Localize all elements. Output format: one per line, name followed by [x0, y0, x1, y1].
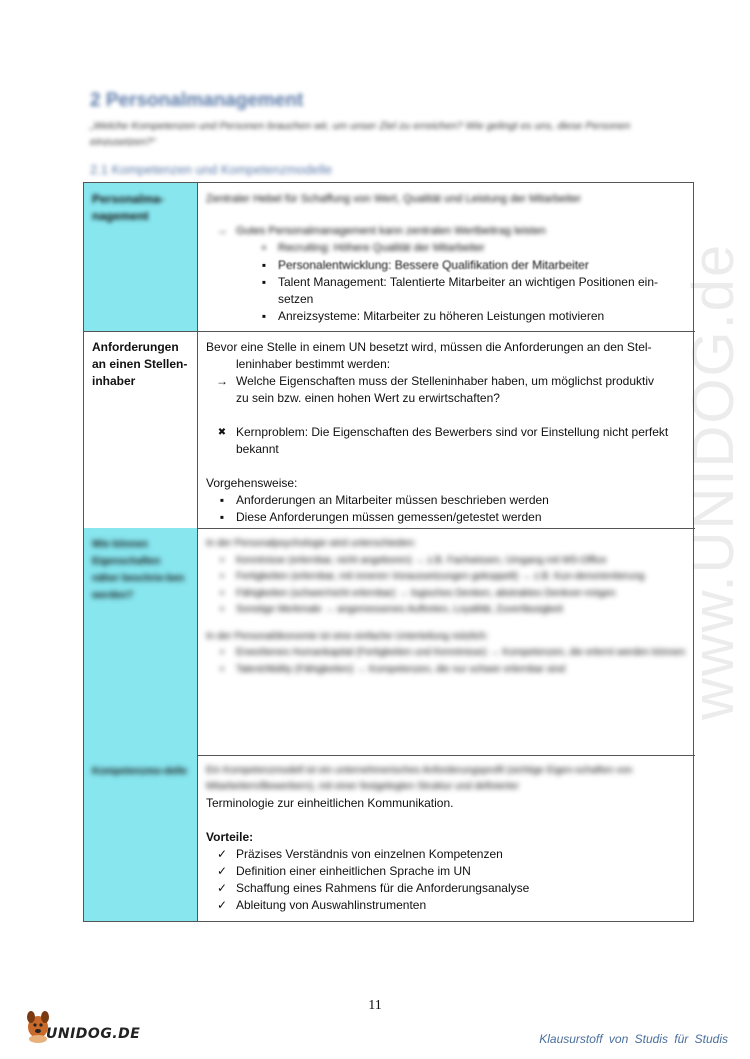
list-item: ✓ Definition einer einheitlichen Sprache im UN	[206, 863, 687, 880]
list-item: ✓ Präzises Verständnis von einzelnen Kompetenzen	[206, 846, 687, 863]
chapter-quote: „Welche Kompetenzen und Personen brauchen wir, um unser Ziel zu erreichen? Wie gelingt es uns, diese Personen einzusetzen?“	[90, 120, 631, 148]
table-row-eigenschaften	[84, 528, 695, 756]
arrow-item: → Welche Eigenschaften muss der Stelleninhaber haben, um möglichst produktiv	[206, 373, 687, 390]
definition-line: Terminologie zur einheitlichen Kommunikation.	[206, 796, 454, 810]
logo-text: UNIDOG.DE	[46, 1026, 141, 1042]
row-label-kompetenzmodelle	[84, 755, 198, 921]
list-item: ▪ Diese Anforderungen müssen gemessen/getestet werden	[206, 509, 687, 526]
list-item: ▪ Talent Management: Talentierte Mitarbeiter an wichtigen Positionen ein-	[261, 275, 658, 289]
table-row-anforderungen	[84, 331, 695, 529]
intro-text: In der Personalpsychologie wird unterschieden:	[206, 538, 417, 549]
row-label-text: Wie können Eigenschaften näher beschrie-ben werden?	[92, 539, 185, 601]
bullet-icon: ▪	[219, 510, 225, 524]
footer-slogan: Klausurstoff von Studis für Studis	[539, 1032, 728, 1046]
intro-text: Zentraler Hebel für Schaffung von Wert, Qualität und Leistung der Mitarbeiter	[206, 193, 582, 205]
list-item: ▪ Recruiting: Höhere Qualität der Mitarbeiter	[262, 242, 485, 254]
row-label-anforderungen	[84, 331, 198, 528]
list-item: ▪ Sonstige Merkmale → angemessenes Auftreten, Loyalität, Zuverlässigkeit	[220, 604, 563, 615]
content-table	[83, 182, 694, 922]
table-row-personalmanagement	[84, 183, 695, 332]
paragraph-line: leninhaber bestimmt werden:	[236, 357, 391, 371]
arrow-icon: →	[216, 374, 228, 388]
row-label-line: Anforderungen	[92, 340, 179, 354]
check-icon: ✓	[216, 847, 228, 861]
list-item: ▪ Fähigkeiten (schwer/nicht erlernbar) → logisches Denken, abstraktes Denkver-mögen	[220, 587, 616, 599]
arrow-item-continuation: zu sein bzw. einen hohen Wert zu erwirtschaften?	[236, 391, 500, 405]
row-label-personalmanagement	[84, 183, 198, 331]
section-title: 2.1 Kompetenzen und Kompetenzmodelle	[90, 162, 333, 177]
list-item: ▪ Personalentwicklung: Bessere Qualifikation der Mitarbeiter	[261, 258, 589, 272]
paragraph-line: Bevor eine Stelle in einem UN besetzt wird, müssen die Anforderungen an den Stel-	[206, 340, 652, 354]
bullet-icon: ▪	[219, 493, 225, 507]
check-icon: ✓	[216, 864, 228, 878]
list-item: ▪ Talent/Ability (Fähigkeiten) → Kompetenzen, die nur schwer erlernbar sind	[220, 663, 566, 675]
cross-item: ✖ Kernproblem: Die Eigenschaften des Bewerbers sind vor Einstellung nicht perfekt	[206, 424, 687, 441]
list-item: ▪ Kenntnisse (erlernbar, nicht angeboren) → z.B. Fachwissen, Umgang mit MS-Office	[220, 554, 607, 566]
check-icon: ✓	[216, 881, 228, 895]
row-label-eigenschaften	[84, 528, 198, 755]
intro-text: In der Personalökonomie ist eine einfache Unterteilung nützlich:	[206, 630, 489, 642]
check-icon: ✓	[216, 898, 228, 912]
list-item: ✓ Schaffung eines Rahmens für die Anforderungsanalyse	[206, 880, 687, 897]
table-row-kompetenzmodelle	[84, 755, 695, 921]
list-item: ▪ Fertigkeiten (erlernbar, mit inneren Voraussetzungen gekoppelt) → z.B. Kun-denorientierung	[220, 571, 645, 582]
cross-item-continuation: bekannt	[236, 442, 279, 456]
row-label-line: an einen Stellen-	[92, 357, 188, 371]
list-item: ✓ Ableitung von Auswahlinstrumenten	[206, 897, 687, 914]
procedure-heading: Vorgehensweise:	[206, 476, 298, 490]
row-label-line: inhaber	[92, 374, 136, 388]
row-content-personalmanagement	[198, 183, 695, 331]
chapter-title: 2 Personalmanagement	[90, 90, 304, 111]
list-item: ▪ Erworbenes Humankapital (Fertigkeiten und Kenntnisse) → Kompetenzen, die erlernt werden können	[220, 647, 686, 658]
cross-icon: ✖	[217, 427, 227, 438]
list-item: ▪ Anreizsysteme: Mitarbeiter zu höheren Leistungen motivieren	[261, 309, 605, 323]
list-item-continuation: setzen	[278, 292, 314, 306]
watermark: www.UNIDOG.de	[681, 242, 746, 720]
definition-blurred: Ein Kompetenzmodell ist ein unternehmerisches Anforderungsprofil (sichtige Eigen-schaften von Mitarbeitern/Bewerbern), mit einer festgelegten Struktur und definierter	[206, 765, 633, 792]
advantages-heading: Vorteile:	[206, 830, 254, 844]
list-item: ▪ Anforderungen an Mitarbeiter müssen beschrieben werden	[206, 492, 687, 509]
row-label-text: Kompetenzmo-delle	[92, 766, 188, 777]
row-content-eigenschaften	[198, 528, 695, 755]
row-content-kompetenzmodelle	[198, 755, 695, 921]
row-label-text: Personalma-nagement	[92, 192, 165, 223]
page-number: 11	[368, 998, 382, 1013]
arrow-item: → Gutes Personalmanagement kann zentralen Wertbeitrag leisten	[216, 225, 546, 237]
row-content-anforderungen	[198, 331, 695, 528]
